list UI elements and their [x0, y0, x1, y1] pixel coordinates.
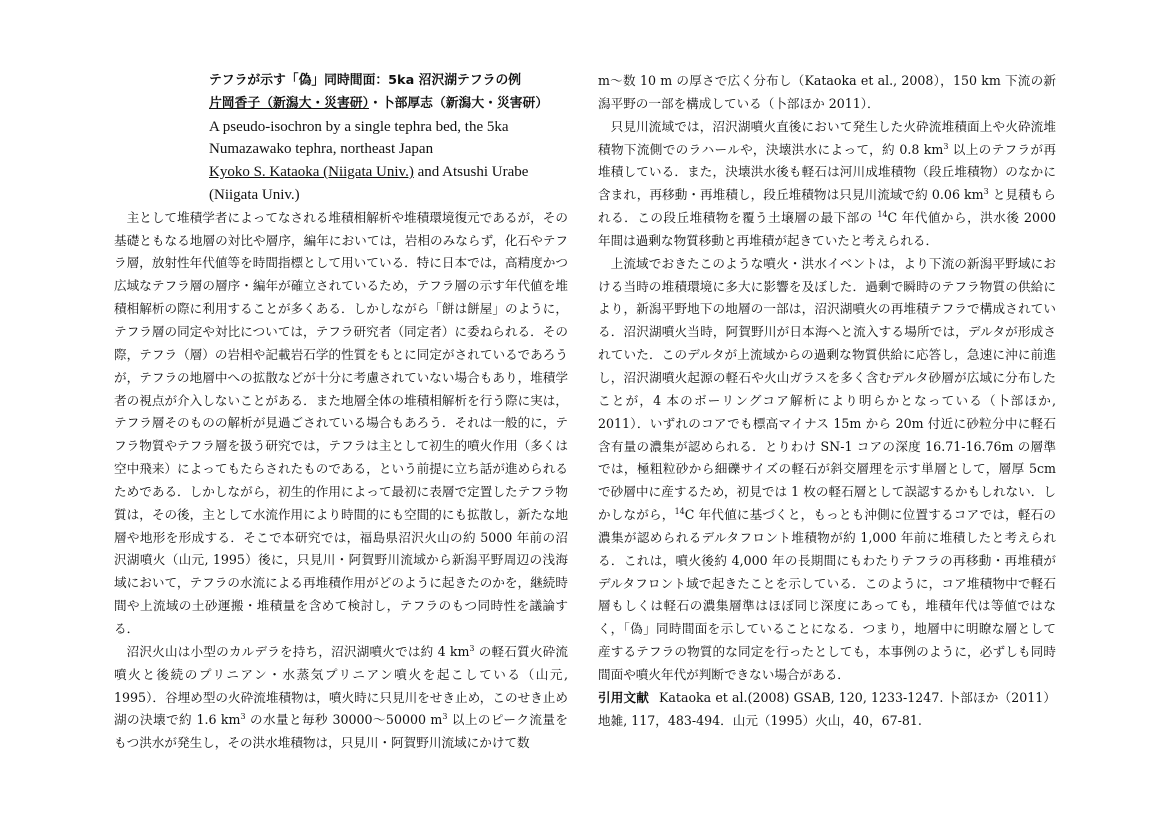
- right-paragraph-3: 上流域でおきたこのような噴火・洪水イベントは，より下流の新潟平野域における当時の堆積環境に多大に影響を及ぼした．過剰で瞬時のテフラ物質の供給により，新潟平野地下の地層の一部は，沼沢湖噴火の再堆積テフラで構成されている．沼沢湖噴火当時，阿賀野川が日本海へと流入する場所では，デルタが形成されていた．このデルタが上流域からの過剰な物質供給に応答し，急速に沖に前進し，沼沢湖噴火起源の軽石や火山ガラスを多く含むデルタ砂層が広域に分布したことが，4 本のボーリングコア解析により明らかとなっている（卜部ほか, 2011）．いずれのコアでも標高マイナス 15m から 20m 付近に砂粒分中に軽石含有量の濃集が認められる．とりわけ SN-1 コアの深度 16.71-16.76m の層準では，極粗粒砂から細礫サイズの軽石が斜交層理を示す単層として，層厚 5cm で砂層中に産するため，初見では 1 枚の軽石層として誤認するかもしれない．しかしながら，$^{14}$C 年代値に基づくと，もっとも沖側に位置するコアでは，軽石の濃集が認められるデルタフロント堆積物が約 1,000 年前に堆積したと考えられる．これは，噴火後約 4,000 年の長期間にもわたりテフラの再移動・再堆積がデルタフロント域で起きたことを示している．このように，コア堆積物中で軽石層もしくは軽石の濃集層準はほぼ同じ深度にあっても，堆積年代は等値ではなく，「偽」同時間面を示していることになる．つまり，地層中に明瞭な層として産するテフラの物質的な同定を行ったとしても，本事例のように，必ずしも同時間面や噴火年代が判断できない場合がある．: [598, 255, 1056, 682]
- japanese-author-kataoka: 片岡香子（新潟大・災害研）: [209, 95, 369, 111]
- author-separator: ・: [368, 95, 382, 111]
- left-paragraph-2: 沼沢火山は小型のカルデラを持ち，沼沢湖噴火では約 4 $km^3$ の軽石質火砕流噴火と後続のプリニアン・水蒸気プリニアン噴火を起こしている（山元, 1995）．谷埋め型の火砕流堆積物は，噴火時に只見川をせき止め，このせき止め湖の決壊で約 1.6 $km^3$ の水量と毎秒 30000〜50000 $m^3$ 以上のピーク流量をもつ洪水が発生し，その洪水堆積物は，只見川・阿賀野川流域にかけて数: [114, 643, 569, 751]
- english-author-urabe: and Atsushi Urabe (Niigata Univ.): [209, 164, 529, 203]
- references: [598, 687, 1056, 733]
- left-paragraph-1: 主として堆積学者によってなされる堆積相解析や堆積環境復元であるが，その基礎ともなる地層の対比や層序，編年においては，岩相のみならず，化石やテフラ層，放射性年代値等を時間指標として用いている．特に日本では，高精度かつ広域なテフラ層の層序・編年が確立されているため，テフラ層の示す年代値を堆積相解析の際に利用することが多くある．しかしながら「餅は餅屋」のように，テフラ層の同定や対比については，テフラ研究者（同定者）に委ねられる．その際，テフラ（層）の岩相や記載岩石学的性質をもとに同定がされているであろうが，テフラの地層中への拡散などが十分に考慮されていない場合もあり，堆積学者の視点が介入しないことがある．また地層全体の堆積相解析を行う際に実は，テフラ層そのものの解析が見過ごされている場合もあろう．それは一般的に，テフラ物質やテフラ層を扱う研究では，テフラは主として初生的噴火作用（多くは空中飛来）によってもたらされたものである，という前提に立ち話が進められるためである．しかしながら，初生的作用によって最初に表層で定置したテフラ物質は，その後，主として水流作用により時間的にも空間的にも拡散し，新たな地層や地形を形成する．そこで本研究では，福島県沼沢火山の約 5000 年前の沼沢湖噴火（山元, 1995）後に，只見川・阿賀野川流域から新潟平野周辺の浅海域において，テフラの水流による再堆積作用がどのように起きたのかを，継続時間や上流域の土砂運搬・堆積量を含めて検討し，テフラのもつ同時性を議論する．: [114, 209, 568, 636]
- abstract-header: [114, 70, 568, 207]
- references-label: 引用文献: [598, 689, 649, 705]
- references-text: Kataoka et al.(2008) GSAB, 120, 1233-1247. 卜部ほか（2011）地雑, 117，483-494．山元（1995）火山，40，67-81.: [598, 689, 1056, 728]
- english-author-kataoka: Kyoko S. Kataoka (Niigata Univ.): [209, 164, 414, 181]
- right-column: [598, 70, 1056, 732]
- left-column: [114, 70, 568, 755]
- japanese-authors: [209, 93, 568, 116]
- right-paragraph-1: m〜数 10 m の厚さで広く分布し（Kataoka et al., 2008），150 km 下流の新潟平野の一部を構成している（卜部ほか 2011）．: [598, 73, 1056, 111]
- japanese-title: テフラが示す「偽」同時間面：5ka 沼沢湖テフラの例: [209, 73, 522, 88]
- right-paragraph-2: 只見川流域では，沼沢湖噴火直後において発生した火砕流堆積面上や火砕流堆積物下流側でのラハールや，決壊洪水によって，約 0.8 $km^3$ 以上のテフラが再堆積している．また，決壊洪水後も軽石は河川成堆積物（段丘堆積物）のなかに含まれ，再移動・再堆積し，段丘堆積物は只見川流域で約 0.06 $km^3$ と見積もられる．この段丘堆積物を覆う土壌層の最下部の $^{14}$C 年代値から，洪水後 2000 年間は過剰な物質移動と再堆積が起きていたと考えられる．: [598, 118, 1056, 248]
- english-title: A pseudo-isochron by a single tephra bed, the 5ka Numazawako tephra, northeast Japan: [209, 118, 509, 158]
- english-authors: [209, 161, 568, 207]
- japanese-author-urabe: 卜部厚志（新潟大・災害研）: [381, 95, 549, 111]
